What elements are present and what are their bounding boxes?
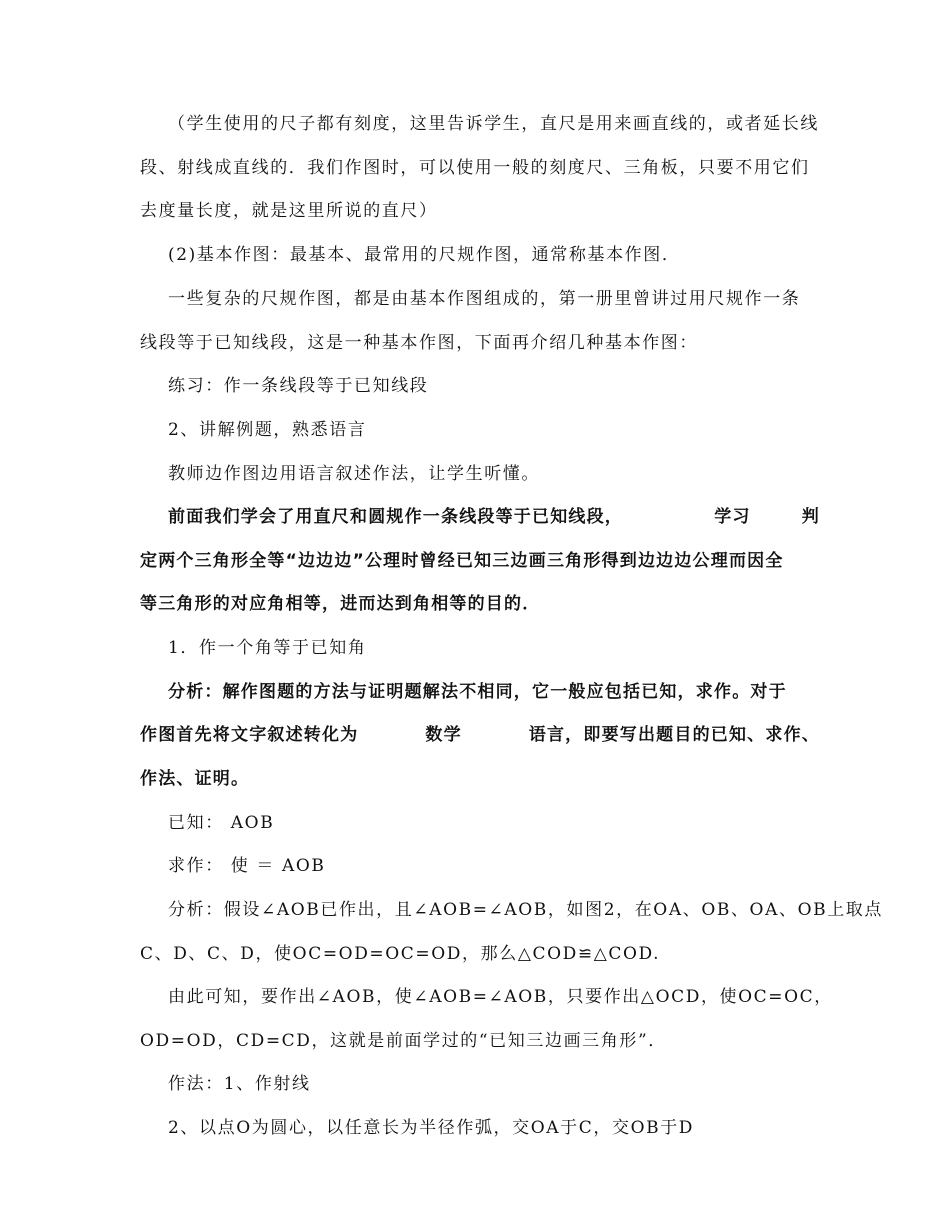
paragraph-line: 求作： 使 ＝ AOB bbox=[168, 856, 326, 876]
text-segment: 作图首先将文字叙述转化为 bbox=[140, 725, 359, 745]
paragraph-line: 教师边作图边用语言叙述作法，让学生听懂。 bbox=[168, 464, 540, 484]
paragraph-line-bold: 定两个三角形全等“边边边”公理时曾经已知三边画三角形得到边边边公理而因全 bbox=[140, 551, 784, 571]
text-segment: 判 bbox=[801, 507, 820, 527]
paragraph-line-bold: 等三角形的对应角相等，进而达到角相等的目的． bbox=[140, 594, 541, 614]
paragraph-line: 1．作一个角等于已知角 bbox=[168, 638, 367, 658]
text-segment: 学习 bbox=[714, 507, 751, 527]
paragraph-line: (2)基本作图：最基本、最常用的尺规作图，通常称基本作图． bbox=[168, 245, 681, 265]
paragraph-line: （学生使用的尺子都有刻度，这里告诉学生，直尺是用来画直线的，或者延长线 bbox=[168, 114, 819, 134]
paragraph-line-bold bbox=[140, 724, 820, 746]
paragraph-line: 练习：作一条线段等于已知线段 bbox=[168, 376, 429, 396]
paragraph-line: 由此可知，要作出∠AOB，使∠AOB=∠AOB，只要作出△OCD，使OC=OC， bbox=[168, 987, 833, 1007]
paragraph-line: 去度量长度，就是这里所说的直尺） bbox=[140, 201, 438, 221]
paragraph-line: 2、讲解例题，熟悉语言 bbox=[168, 420, 367, 440]
paragraph-line: C、D、C、D，使OC=OD=OC=OD，那么△COD≌△COD. bbox=[140, 944, 661, 964]
paragraph-line: 作法：1、作射线 bbox=[168, 1074, 311, 1094]
paragraph-line-bold: 作法、证明。 bbox=[140, 769, 250, 789]
text-segment: 语言，即要写出题目的已知、求作、 bbox=[528, 725, 820, 745]
paragraph-line: 段、射线成直线的．我们作图时，可以使用一般的刻度尺、三角板，只要不用它们 bbox=[140, 158, 810, 178]
paragraph-line: 2、以点O为圆心，以任意长为半径作弧，交OA于C，交OB于D bbox=[168, 1118, 695, 1138]
paragraph-line: OD=OD，CD=CD，这就是前面学过的“已知三边画三角形”． bbox=[140, 1031, 667, 1051]
paragraph-line-bold bbox=[168, 506, 820, 528]
paragraph-line-bold: 分析：解作图题的方法与证明题解法不相同，它一般应包括已知，求作。对于 bbox=[168, 682, 787, 702]
paragraph-line: 一些复杂的尺规作图，都是由基本作图组成的，第一册里曾讲过用尺规作一条 bbox=[168, 289, 801, 309]
paragraph-line: 已知： AOB bbox=[168, 813, 275, 833]
paragraph-line: 线段等于已知线段，这是一种基本作图，下面再介绍几种基本作图： bbox=[140, 333, 698, 353]
paragraph-line: 分析：假设∠AOB已作出，且∠AOB=∠AOB，如图2，在OA、OB、OA、OB上取点 bbox=[168, 900, 883, 920]
text-segment: 前面我们学会了用直尺和圆规作一条线段等于已知线段， bbox=[168, 507, 623, 527]
text-segment: 数学 bbox=[425, 725, 462, 745]
